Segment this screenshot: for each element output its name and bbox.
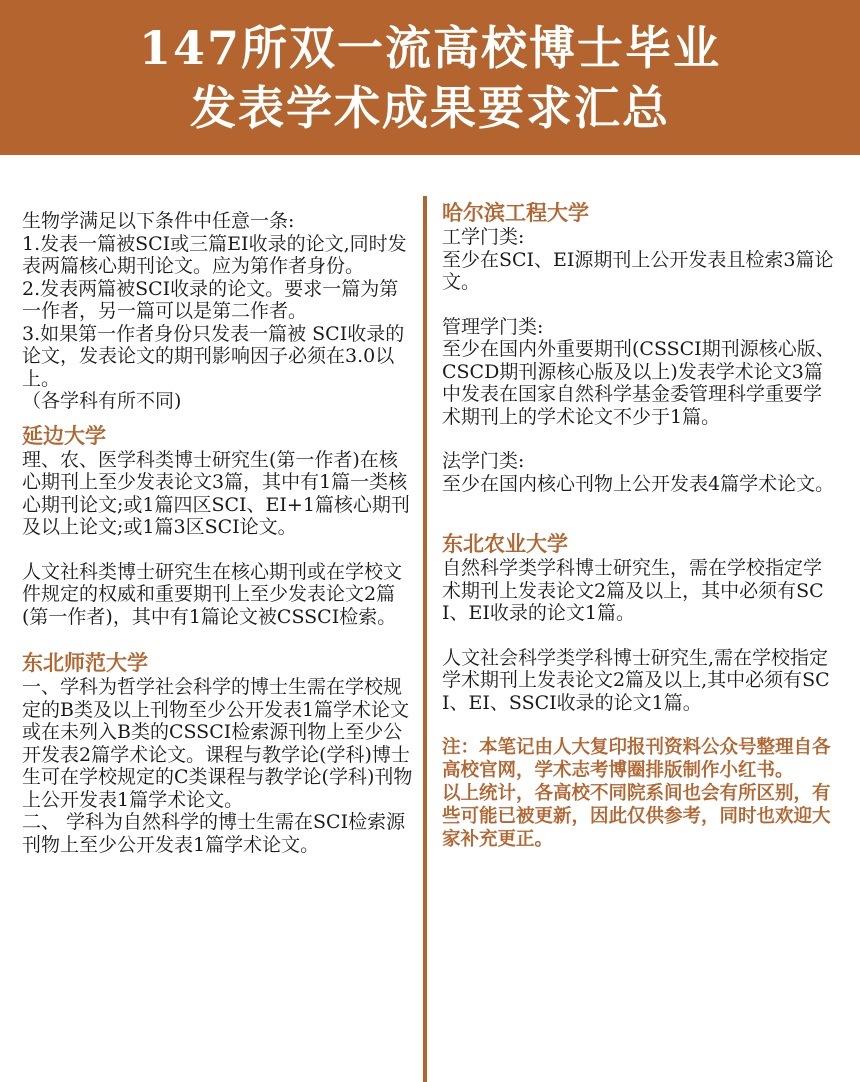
right-column xyxy=(442,200,838,1082)
section-heading-yanbian: 延边大学 xyxy=(22,422,106,448)
nenu-paragraph: 二、 学科为自然科学的博士生需在SCI检索源刊物上至少公开发表1篇学术论文。 xyxy=(22,811,406,856)
footnote: 注：本笔记由人大复印报刊资料公众号整理自各高校官网，学术志考博圈排版制作小红书。 xyxy=(442,737,831,781)
title-banner xyxy=(0,0,860,155)
neau-paragraph: 自然科学类学科博士研究生，需在学校指定学术期刊上发表论文2篇及以上，其中必须有SCI、EI收录的论文1篇。 xyxy=(442,557,824,624)
intro-line: 2.发表两篇被SCI收录的论文。要求一篇为第一作者，另一篇可以是第二作者。 xyxy=(22,277,399,322)
footnote: 以上统计，各高校不同院系间也会有所区别，有些可能已被更新，因此仅供参考，同时也欢迎大家补充更正。 xyxy=(442,783,831,850)
intro-line: 1.发表一篇被SCI或三篇EI收录的论文,同时发表两篇核心期刊论文。应为第作者身份。 xyxy=(22,232,407,277)
heu-law-label: 法学门类: xyxy=(442,450,525,472)
section-heading-neau: 东北农业大学 xyxy=(442,531,568,556)
yanbian-paragraph: 人文社科类博士研究生在核心期刊或在学校文件规定的权威和重要期刊上至少发表论文2篇(第一作者)，其中有1篇论文被CSSCI检索。 xyxy=(22,560,403,628)
title-line-1: 147所双一流高校博士毕业 xyxy=(138,20,722,75)
intro-line: （各学科有所不同) xyxy=(22,390,182,412)
column-divider xyxy=(423,196,427,1082)
yanbian-paragraph: 理、农、医学科类博士研究生(第一作者)在核心期刊上至少发表论文3篇，其中有1篇一类核心期刊论文;或1篇四区SCI、EI+1篇核心期刊及以上论文;或1篇3区SCI论文。 xyxy=(22,448,410,538)
nenu-paragraph: 一、学科为哲学社会科学的博士生需在学校规定的B类及以上刊物至少公开发表1篇学术论文或在未列入B类的CSSCI检索源刊物上至少公开发表2篇学术论文。课程与教学论(学科)博士生可在学校规定的C类课程与教学论(学科)刊物上公开发表1篇学术论文。 xyxy=(22,676,413,811)
heu-law-text: 至少在国内核心刊物上公开发表4篇学术论文。 xyxy=(442,472,835,495)
section-heading-nenu: 东北师范大学 xyxy=(22,650,148,675)
neau-paragraph: 人文社会科学类学科博士研究生,需在学校指定学术期刊上发表论文2篇及以上,其中必须有SCI、EI、SSCI收录的论文1篇。 xyxy=(442,646,830,714)
intro-line: 生物学满足以下条件中任意一条: xyxy=(22,210,295,232)
heu-eng-text: 至少在SCI、EI源期刊上公开发表且检索3篇论文。 xyxy=(442,248,834,293)
title-line-2: 发表学术成果要求汇总 xyxy=(190,80,670,135)
heu-mgmt-text: 至少在国内外重要期刊(CSSCI期刊源核心版、CSCD期刊源核心版及以上)发表学术论文3篇中发表在国家自然科学基金委管理科学重要学术期刊上的学术论文不少于1篇。 xyxy=(442,338,835,428)
heu-mgmt-label: 管理学门类: xyxy=(442,315,544,338)
intro-line: 3.如果第一作者身份只发表一篇被 SCI收录的论文，发表论文的期刊影响因子必须在3.0以上。 xyxy=(22,322,405,390)
heu-eng-label: 工学门类: xyxy=(442,226,525,248)
section-heading-heu: 哈尔滨工程大学 xyxy=(442,200,589,225)
left-column xyxy=(22,200,414,1082)
